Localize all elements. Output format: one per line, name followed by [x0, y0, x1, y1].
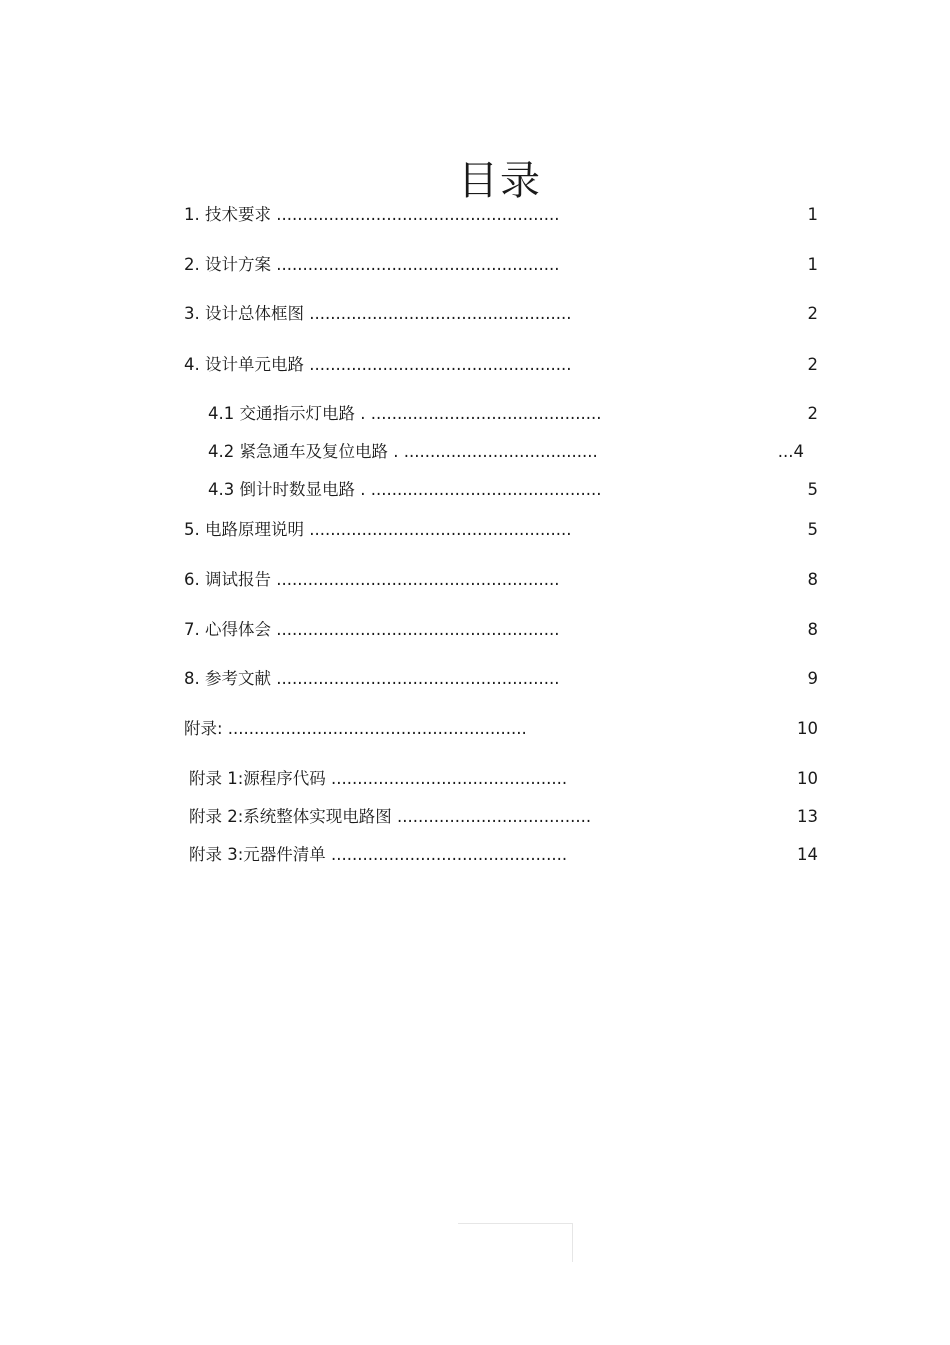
toc-entry-page: 1	[807, 205, 818, 224]
toc-entry-page: 5	[807, 480, 818, 499]
toc-entry-text[interactable]: 4. 设计单元电路 ..................................................	[184, 355, 572, 374]
toc-entry-text[interactable]: 6. 调试报告 ......................................................	[184, 570, 560, 589]
toc-entry-page: 14	[797, 845, 818, 864]
toc-subentry-text[interactable]: 附录 3:元器件清单 .............................................	[189, 845, 568, 864]
toc-subentry-text[interactable]: 附录 1:源程序代码 .............................................	[189, 769, 568, 788]
toc-entry-page: 8	[807, 570, 818, 589]
toc-entry-page: 2	[807, 404, 818, 423]
toc-entry-page: 1	[807, 255, 818, 274]
toc-entry-text[interactable]: 8. 参考文献 ......................................................	[184, 669, 560, 688]
toc-entry-page: 2	[807, 355, 818, 374]
toc-entry-text[interactable]: 1. 技术要求 ......................................................	[184, 205, 560, 224]
toc-entry-text[interactable]: 7. 心得体会 ......................................................	[184, 620, 560, 639]
toc-subentry-text[interactable]: 4.2 紧急通车及复位电路 . .....................................	[208, 442, 598, 461]
toc-entry-page: ...4	[777, 442, 804, 461]
toc-entry-text[interactable]: 5. 电路原理说明 ..................................................	[184, 520, 572, 539]
toc-entry-page: 9	[807, 669, 818, 688]
toc-entry-page: 13	[797, 807, 818, 826]
footer-frame	[458, 1223, 573, 1262]
page-title: 目录	[458, 157, 542, 204]
toc-entry-page: 5	[807, 520, 818, 539]
toc-entry-text[interactable]: 2. 设计方案 ......................................................	[184, 255, 560, 274]
toc-subentry-text[interactable]: 4.1 交通指示灯电路 . ............................................	[208, 404, 602, 423]
toc-subentry-text[interactable]: 附录 2:系统整体实现电路图 .....................................	[189, 807, 592, 826]
toc-entry-page: 8	[807, 620, 818, 639]
toc-entry-text[interactable]: 3. 设计总体框图 ..................................................	[184, 304, 572, 323]
toc-entry-page: 10	[797, 719, 818, 738]
toc-entry-page: 10	[797, 769, 818, 788]
toc-entry-text[interactable]: 附录: .........................................................	[184, 719, 527, 738]
toc-subentry-text[interactable]: 4.3 倒计时数显电路 . ............................................	[208, 480, 602, 499]
toc-entry-page: 2	[807, 304, 818, 323]
